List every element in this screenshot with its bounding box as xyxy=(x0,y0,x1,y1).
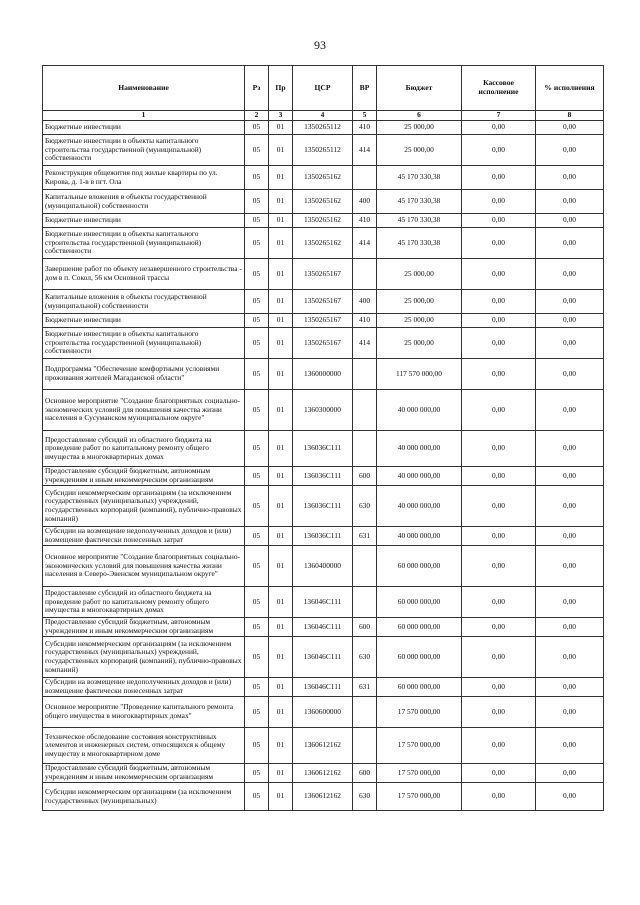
table-row xyxy=(43,431,604,467)
table-row xyxy=(43,190,604,214)
row-csr: 1360300000 xyxy=(293,390,353,431)
row-kassa: 0,00 xyxy=(462,166,536,190)
row-pct: 0,00 xyxy=(536,783,604,811)
row-budget: 60 000 000,00 xyxy=(377,546,462,587)
row-pct: 0,00 xyxy=(536,697,604,728)
row-pct: 0,00 xyxy=(536,214,604,228)
row-rz: 05 xyxy=(245,228,269,259)
row-vr: 600 xyxy=(353,467,377,486)
row-pct: 0,00 xyxy=(536,546,604,587)
row-csr: 1350265167 xyxy=(293,328,353,359)
row-rz: 05 xyxy=(245,290,269,314)
row-pr: 01 xyxy=(269,328,293,359)
row-vr xyxy=(353,697,377,728)
row-pr: 01 xyxy=(269,764,293,783)
row-budget: 45 170 330,38 xyxy=(377,214,462,228)
header-pr: Пр xyxy=(269,66,293,111)
row-pr: 01 xyxy=(269,527,293,546)
row-budget: 60 000 000,00 xyxy=(377,678,462,697)
row-pct: 0,00 xyxy=(536,431,604,467)
row-csr: 136036С111 xyxy=(293,527,353,546)
table-row xyxy=(43,764,604,783)
row-name: Бюджетные инвестиции xyxy=(43,214,245,228)
row-kassa: 0,00 xyxy=(462,328,536,359)
row-csr: 1360400000 xyxy=(293,546,353,587)
row-kassa: 0,00 xyxy=(462,783,536,811)
row-csr: 1360000000 xyxy=(293,359,353,390)
row-budget: 45 170 330,38 xyxy=(377,190,462,214)
row-rz: 05 xyxy=(245,764,269,783)
header-kassa: Кассовое исполнение xyxy=(462,66,536,111)
row-rz: 05 xyxy=(245,527,269,546)
row-budget: 60 000 000,00 xyxy=(377,587,462,618)
table-row xyxy=(43,328,604,359)
row-vr xyxy=(353,546,377,587)
row-csr: 1350265162 xyxy=(293,166,353,190)
row-vr: 410 xyxy=(353,121,377,135)
row-rz: 05 xyxy=(245,259,269,290)
row-kassa: 0,00 xyxy=(462,290,536,314)
row-rz: 05 xyxy=(245,166,269,190)
table-row xyxy=(43,678,604,697)
row-pct: 0,00 xyxy=(536,121,604,135)
column-number: 7 xyxy=(462,111,536,121)
row-rz: 05 xyxy=(245,135,269,166)
row-csr: 1350265162 xyxy=(293,190,353,214)
row-name: Реконструкция общежития под жилые квартиры по ул. Кирова, д. 1-в в пгт. Ола xyxy=(43,166,245,190)
column-number: 3 xyxy=(269,111,293,121)
row-rz: 05 xyxy=(245,486,269,527)
row-pr: 01 xyxy=(269,228,293,259)
table-row xyxy=(43,214,604,228)
row-pct: 0,00 xyxy=(536,190,604,214)
row-rz: 05 xyxy=(245,214,269,228)
row-pr: 01 xyxy=(269,486,293,527)
row-kassa: 0,00 xyxy=(462,587,536,618)
row-pr: 01 xyxy=(269,259,293,290)
row-name: Завершение работ по объекту незавершенного строительства - дом в п. Сокол, 56 км Основной трассы xyxy=(43,259,245,290)
header-vr: ВР xyxy=(353,66,377,111)
row-pr: 01 xyxy=(269,587,293,618)
row-name: Капитальные вложения в объекты государственной (муниципальной) собственности xyxy=(43,290,245,314)
table-row xyxy=(43,390,604,431)
table-body xyxy=(43,121,604,811)
row-pct: 0,00 xyxy=(536,527,604,546)
row-name: Предоставление субсидий бюджетным, автономным учреждениям и иным некоммерческим организациям xyxy=(43,764,245,783)
budget-table xyxy=(42,65,604,811)
row-name: Предоставление субсидий из областного бюджета на проведение работ по капитальному ремонту общего имущества в многоквартирных домах xyxy=(43,431,245,467)
row-budget: 17 570 000,00 xyxy=(377,697,462,728)
row-vr xyxy=(353,587,377,618)
page-number: 93 xyxy=(314,38,326,52)
row-name: Субсидии на возмещение недополученных доходов и (или) возмещение фактически понесенных затрат xyxy=(43,678,245,697)
row-pr: 01 xyxy=(269,783,293,811)
row-vr: 410 xyxy=(353,214,377,228)
row-rz: 05 xyxy=(245,637,269,678)
column-number: 5 xyxy=(353,111,377,121)
row-budget: 60 000 000,00 xyxy=(377,618,462,637)
row-budget: 25 000,00 xyxy=(377,328,462,359)
row-pr: 01 xyxy=(269,678,293,697)
row-csr: 136036С111 xyxy=(293,467,353,486)
row-name: Бюджетные инвестиции в объекты капитального строительства государственной (муниципальной) собственности xyxy=(43,328,245,359)
row-rz: 05 xyxy=(245,467,269,486)
row-budget: 60 000 000,00 xyxy=(377,637,462,678)
row-vr: 630 xyxy=(353,637,377,678)
row-name: Субсидии некоммерческим организациям (за исключением государственных (муниципальных) xyxy=(43,783,245,811)
row-kassa: 0,00 xyxy=(462,228,536,259)
row-pr: 01 xyxy=(269,121,293,135)
row-budget: 40 000 000,00 xyxy=(377,527,462,546)
row-pct: 0,00 xyxy=(536,637,604,678)
row-csr: 1360600000 xyxy=(293,697,353,728)
row-name: Предоставление субсидий бюджетным, автономным учреждениям и иным некоммерческим организациям xyxy=(43,467,245,486)
header-name: Наименование xyxy=(43,66,245,111)
row-vr xyxy=(353,431,377,467)
header-csr: ЦСР xyxy=(293,66,353,111)
row-csr: 1350265112 xyxy=(293,135,353,166)
row-pct: 0,00 xyxy=(536,618,604,637)
row-name: Субсидии некоммерческим организациям (за исключением государственных (муниципальных) учреждений, государственных корпораций (компаний), публично-правовых компаний) xyxy=(43,486,245,527)
row-pct: 0,00 xyxy=(536,764,604,783)
row-vr: 400 xyxy=(353,290,377,314)
row-pct: 0,00 xyxy=(536,467,604,486)
row-pr: 01 xyxy=(269,166,293,190)
row-pct: 0,00 xyxy=(536,166,604,190)
row-rz: 05 xyxy=(245,314,269,328)
table-row xyxy=(43,467,604,486)
row-budget: 25 000,00 xyxy=(377,290,462,314)
row-kassa: 0,00 xyxy=(462,728,536,764)
row-pr: 01 xyxy=(269,214,293,228)
row-pct: 0,00 xyxy=(536,390,604,431)
row-rz: 05 xyxy=(245,121,269,135)
row-kassa: 0,00 xyxy=(462,314,536,328)
row-pct: 0,00 xyxy=(536,728,604,764)
row-pct: 0,00 xyxy=(536,587,604,618)
row-kassa: 0,00 xyxy=(462,637,536,678)
row-csr: 1350265162 xyxy=(293,228,353,259)
row-kassa: 0,00 xyxy=(462,121,536,135)
row-rz: 05 xyxy=(245,359,269,390)
row-kassa: 0,00 xyxy=(462,467,536,486)
table-row xyxy=(43,697,604,728)
row-csr: 1350265167 xyxy=(293,290,353,314)
row-pct: 0,00 xyxy=(536,135,604,166)
row-csr: 1360612162 xyxy=(293,764,353,783)
row-kassa: 0,00 xyxy=(462,697,536,728)
column-number: 1 xyxy=(43,111,245,121)
row-csr: 1350265112 xyxy=(293,121,353,135)
row-budget: 45 170 330,38 xyxy=(377,166,462,190)
row-vr: 414 xyxy=(353,135,377,166)
row-vr: 631 xyxy=(353,527,377,546)
row-name: Бюджетные инвестиции xyxy=(43,121,245,135)
row-pr: 01 xyxy=(269,618,293,637)
row-rz: 05 xyxy=(245,697,269,728)
header-rz: Рз xyxy=(245,66,269,111)
row-pr: 01 xyxy=(269,697,293,728)
table-row xyxy=(43,314,604,328)
row-pct: 0,00 xyxy=(536,290,604,314)
row-name: Субсидии некоммерческим организациям (за исключением государственных (муниципальных) учреждений, государственных корпораций (компаний), публично-правовых компаний) xyxy=(43,637,245,678)
row-name: Бюджетные инвестиции в объекты капитального строительства государственной (муниципальной) собственности xyxy=(43,135,245,166)
row-budget: 45 170 330,38 xyxy=(377,228,462,259)
row-rz: 05 xyxy=(245,328,269,359)
row-csr: 136046С111 xyxy=(293,678,353,697)
column-number: 8 xyxy=(536,111,604,121)
row-pr: 01 xyxy=(269,314,293,328)
row-budget: 17 570 000,00 xyxy=(377,783,462,811)
row-budget: 25 000,00 xyxy=(377,259,462,290)
row-budget: 40 000 000,00 xyxy=(377,486,462,527)
row-budget: 40 000 000,00 xyxy=(377,467,462,486)
row-name: Подпрограмма "Обеспечение комфортными условиями проживания жителей Магаданской области" xyxy=(43,359,245,390)
row-pr: 01 xyxy=(269,290,293,314)
row-rz: 05 xyxy=(245,618,269,637)
row-kassa: 0,00 xyxy=(462,527,536,546)
row-vr: 400 xyxy=(353,190,377,214)
row-csr: 136036С111 xyxy=(293,486,353,527)
row-vr: 414 xyxy=(353,228,377,259)
row-rz: 05 xyxy=(245,587,269,618)
column-number: 6 xyxy=(377,111,462,121)
row-kassa: 0,00 xyxy=(462,214,536,228)
row-name: Бюджетные инвестиции в объекты капитального строительства государственной (муниципальной) собственности xyxy=(43,228,245,259)
row-vr: 630 xyxy=(353,783,377,811)
row-vr xyxy=(353,166,377,190)
row-vr xyxy=(353,390,377,431)
row-csr: 1360612162 xyxy=(293,728,353,764)
row-budget: 40 000 000,00 xyxy=(377,390,462,431)
row-rz: 05 xyxy=(245,390,269,431)
row-pct: 0,00 xyxy=(536,359,604,390)
column-number-row xyxy=(43,111,604,121)
table-row xyxy=(43,728,604,764)
row-name: Бюджетные инвестиции xyxy=(43,314,245,328)
row-csr: 1360612162 xyxy=(293,783,353,811)
row-kassa: 0,00 xyxy=(462,486,536,527)
row-vr: 600 xyxy=(353,618,377,637)
header-budget: Бюджет xyxy=(377,66,462,111)
row-rz: 05 xyxy=(245,728,269,764)
row-rz: 05 xyxy=(245,190,269,214)
table-row xyxy=(43,546,604,587)
row-pct: 0,00 xyxy=(536,228,604,259)
row-name: Основное мероприятие "Создание благоприятных социально-экономических условий для повышения качества жизни населения в Северо-Эвенском муниципальном округе" xyxy=(43,546,245,587)
row-csr: 1350265162 xyxy=(293,214,353,228)
row-pct: 0,00 xyxy=(536,314,604,328)
row-kassa: 0,00 xyxy=(462,390,536,431)
row-pr: 01 xyxy=(269,359,293,390)
header-pct: % исполнения xyxy=(536,66,604,111)
table-row xyxy=(43,135,604,166)
row-pr: 01 xyxy=(269,135,293,166)
row-vr: 410 xyxy=(353,314,377,328)
row-name: Техническое обследование состояния конструктивных элементов и инженерных систем, относящихся к общему имуществу в многоквартирном доме xyxy=(43,728,245,764)
row-budget: 117 570 000,00 xyxy=(377,359,462,390)
row-pr: 01 xyxy=(269,728,293,764)
row-name: Основное мероприятие "Проведение капитального ремонта общего имущества в многоквартирных домах" xyxy=(43,697,245,728)
row-csr: 136046С111 xyxy=(293,618,353,637)
row-vr xyxy=(353,728,377,764)
row-csr: 136046С111 xyxy=(293,637,353,678)
row-pr: 01 xyxy=(269,637,293,678)
row-kassa: 0,00 xyxy=(462,135,536,166)
table-row xyxy=(43,637,604,678)
row-pr: 01 xyxy=(269,390,293,431)
table-row xyxy=(43,259,604,290)
row-vr: 631 xyxy=(353,678,377,697)
row-kassa: 0,00 xyxy=(462,431,536,467)
row-pr: 01 xyxy=(269,546,293,587)
column-number: 4 xyxy=(293,111,353,121)
row-budget: 25 000,00 xyxy=(377,121,462,135)
row-kassa: 0,00 xyxy=(462,259,536,290)
row-pr: 01 xyxy=(269,467,293,486)
table-row xyxy=(43,290,604,314)
column-number: 2 xyxy=(245,111,269,121)
row-csr: 136046С111 xyxy=(293,587,353,618)
table-row xyxy=(43,228,604,259)
row-vr xyxy=(353,259,377,290)
row-kassa: 0,00 xyxy=(462,764,536,783)
header-row xyxy=(43,66,604,111)
row-vr: 630 xyxy=(353,486,377,527)
row-pct: 0,00 xyxy=(536,328,604,359)
row-vr xyxy=(353,359,377,390)
row-pr: 01 xyxy=(269,190,293,214)
row-name: Предоставление субсидий из областного бюджета на проведение работ по капитальному ремонту общего имущества в многоквартирных домах xyxy=(43,587,245,618)
row-budget: 25 000,00 xyxy=(377,314,462,328)
row-budget: 25 000,00 xyxy=(377,135,462,166)
row-kassa: 0,00 xyxy=(462,618,536,637)
row-vr: 414 xyxy=(353,328,377,359)
row-kassa: 0,00 xyxy=(462,678,536,697)
row-kassa: 0,00 xyxy=(462,359,536,390)
row-csr: 1350265167 xyxy=(293,314,353,328)
row-pct: 0,00 xyxy=(536,678,604,697)
row-csr: 1350265167 xyxy=(293,259,353,290)
row-kassa: 0,00 xyxy=(462,546,536,587)
table-row xyxy=(43,587,604,618)
row-csr: 136036С111 xyxy=(293,431,353,467)
table-row xyxy=(43,486,604,527)
row-name: Капитальные вложения в объекты государственной (муниципальной) собственности xyxy=(43,190,245,214)
row-name: Предоставление субсидий бюджетным, автономным учреждениям и иным некоммерческим организациям xyxy=(43,618,245,637)
table-row xyxy=(43,121,604,135)
table-row xyxy=(43,527,604,546)
table-row xyxy=(43,359,604,390)
row-rz: 05 xyxy=(245,431,269,467)
row-budget: 17 570 000,00 xyxy=(377,764,462,783)
row-name: Субсидии на возмещение недополученных доходов и (или) возмещение фактически понесенных затрат xyxy=(43,527,245,546)
table-row xyxy=(43,783,604,811)
table-row xyxy=(43,166,604,190)
table-row xyxy=(43,618,604,637)
row-budget: 40 000 000,00 xyxy=(377,431,462,467)
row-rz: 05 xyxy=(245,678,269,697)
row-budget: 17 570 000,00 xyxy=(377,728,462,764)
row-vr: 600 xyxy=(353,764,377,783)
row-rz: 05 xyxy=(245,783,269,811)
row-pct: 0,00 xyxy=(536,486,604,527)
row-rz: 05 xyxy=(245,546,269,587)
row-name: Основное мероприятие "Создание благоприятных социально-экономических условий для повышения качества жизни населения в Сусуманском муниципальном округе" xyxy=(43,390,245,431)
row-pct: 0,00 xyxy=(536,259,604,290)
row-kassa: 0,00 xyxy=(462,190,536,214)
row-pr: 01 xyxy=(269,431,293,467)
